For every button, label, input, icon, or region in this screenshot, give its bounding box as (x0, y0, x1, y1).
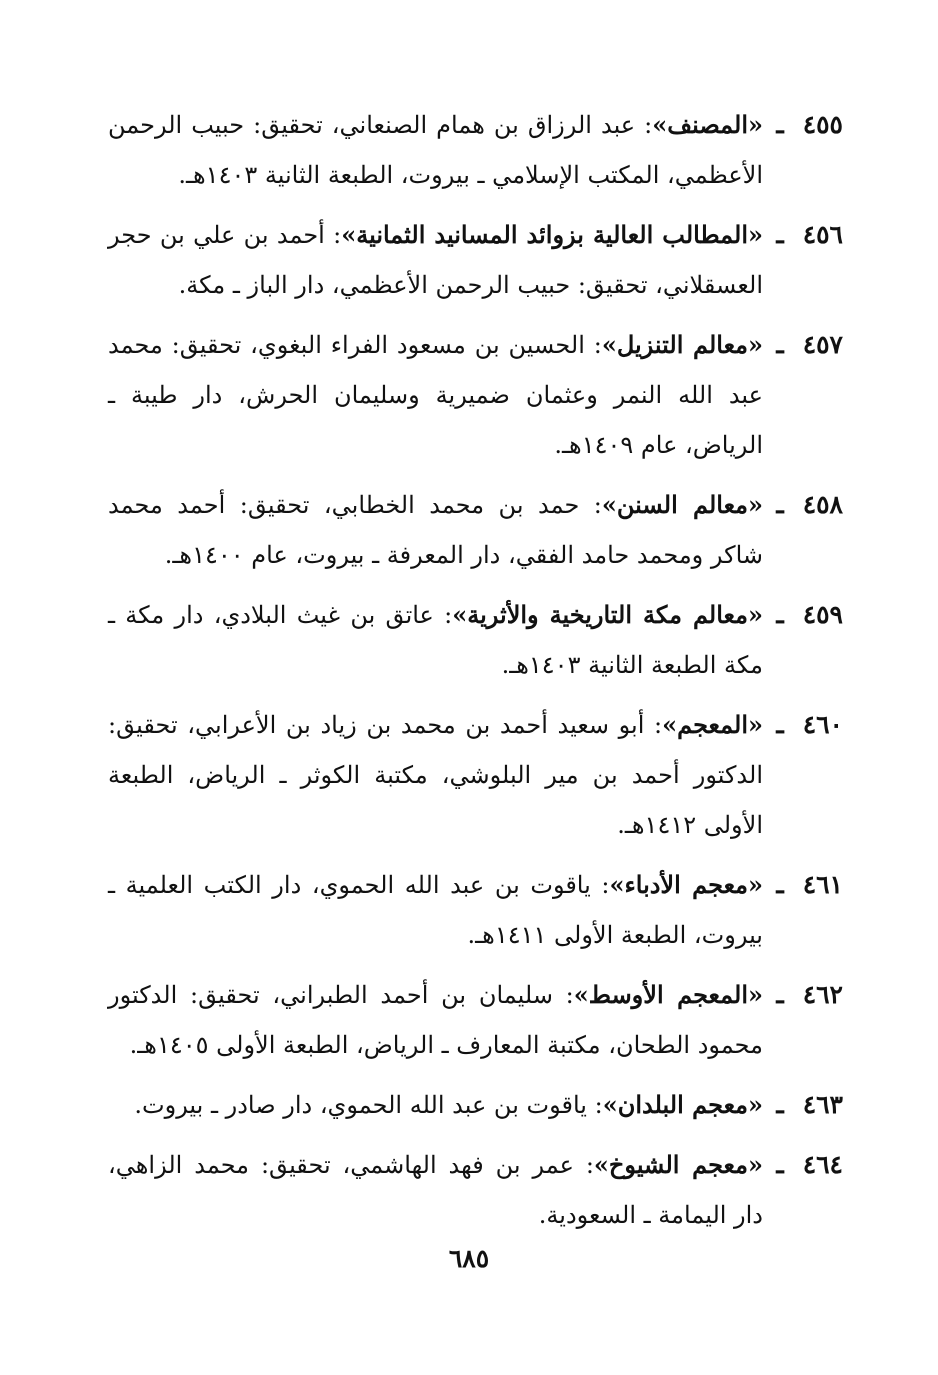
entry-number: ٤٦٣ (802, 1090, 843, 1119)
entry-number: ٤٥٩ (802, 600, 843, 629)
entry-number: ٤٦٤ (802, 1150, 843, 1179)
entry-details: : حمد بن محمد الخطابي، تحقيق: أحمد محمد شاكر ومحمد حامد الفقي، دار المعرفة ـ بيروت، عام ١٤٠٠هـ. (108, 491, 763, 569)
entry-text (108, 1080, 763, 1130)
entry-dash: ـ (776, 600, 784, 629)
entry-dash: ـ (776, 710, 784, 739)
entry-dash: ـ (776, 220, 784, 249)
bibliography-entry-464 (108, 1140, 843, 1240)
entry-details: : عبد الرزاق بن همام الصنعاني، تحقيق: حبيب الرحمن الأعظمي، المكتب الإسلامي ـ بيروت، الطبعة الثانية ١٤٠٣هـ. (108, 111, 763, 189)
entry-dash: ـ (776, 870, 784, 899)
entry-dash: ـ (776, 490, 784, 519)
entry-number: ٤٥٥ (802, 110, 843, 139)
entry-details: : ياقوت بن عبد الله الحموي، دار الكتب العلمية ـ بيروت، الطبعة الأولى ١٤١١هـ. (108, 871, 763, 949)
entry-text (108, 700, 763, 850)
entry-text (108, 1140, 763, 1240)
entry-dash: ـ (776, 980, 784, 1009)
entry-dash: ـ (776, 1150, 784, 1179)
entry-title: «معجم البلدان» (602, 1090, 763, 1119)
entry-dash: ـ (776, 330, 784, 359)
bibliography-entry-461 (108, 860, 843, 960)
entry-number: ٤٥٦ (802, 220, 843, 249)
bibliography-list (108, 100, 843, 1250)
bibliography-entry-457 (108, 320, 843, 470)
bibliography-entry-459 (108, 590, 843, 690)
entry-number: ٤٦٢ (802, 980, 843, 1009)
entry-title: «معالم السنن» (601, 490, 763, 519)
entry-text (108, 210, 763, 310)
entry-text (108, 590, 763, 690)
entry-dash: ـ (776, 110, 784, 139)
entry-title: «المعجم الأوسط» (573, 980, 763, 1009)
entry-details: : سليمان بن أحمد الطبراني، تحقيق: الدكتور محمود الطحان، مكتبة المعارف ـ الرياض، الطبعة الأولى ١٤٠٥هـ. (108, 981, 763, 1059)
entry-text (108, 100, 763, 200)
entry-title: «المطالب العالية بزوائد المسانيد الثمانية» (341, 220, 764, 249)
entry-details: : عمر بن فهد الهاشمي، تحقيق: محمد الزاهي، دار اليمامة ـ السعودية. (108, 1151, 763, 1229)
bibliography-entry-460 (108, 700, 843, 850)
entry-number: ٤٥٨ (802, 490, 843, 519)
entry-number: ٤٦٠ (802, 710, 843, 739)
entry-title: «معجم الأدباء» (609, 870, 763, 899)
entry-details: : أحمد بن علي بن حجر العسقلاني، تحقيق: حبيب الرحمن الأعظمي، دار الباز ـ مكة. (108, 221, 763, 299)
entry-title: «المعجم» (662, 710, 763, 739)
entry-title: «معالم مكة التاريخية والأثرية» (452, 600, 763, 629)
entry-title: «المصنف» (652, 110, 763, 139)
entry-text (108, 860, 763, 960)
bibliography-entry-458 (108, 480, 843, 580)
entry-details: : الحسين بن مسعود الفراء البغوي، تحقيق: محمد عبد الله النمر وعثمان ضميرية وسليمان الحرش، دار طيبة ـ الرياض، عام ١٤٠٩هـ. (108, 331, 763, 459)
entry-text (108, 480, 763, 580)
entry-number: ٤٦١ (802, 870, 843, 899)
bibliography-entry-462 (108, 970, 843, 1070)
entry-number: ٤٥٧ (802, 330, 843, 359)
entry-details: : ياقوت بن عبد الله الحموي، دار صادر ـ بيروت. (134, 1091, 603, 1119)
entry-details: : عاتق بن غيث البلادي، دار مكة ـ مكة الطبعة الثانية ١٤٠٣هـ. (108, 601, 763, 679)
entry-title: «معالم التنزيل» (601, 330, 763, 359)
bibliography-entry-463 (108, 1080, 843, 1130)
bibliography-entry-456 (108, 210, 843, 310)
entry-text (108, 970, 763, 1070)
entry-title: «معجم الشيوخ» (593, 1150, 763, 1179)
entry-details: : أبو سعيد أحمد بن محمد بن زياد بن الأعرابي، تحقيق: الدكتور أحمد بن مير البلوشي، مكتبة الكوثر ـ الرياض، الطبعة الأولى ١٤١٢هـ. (108, 711, 763, 839)
bibliography-entry-455 (108, 100, 843, 200)
page-number: ٦٨٥ (448, 1244, 490, 1273)
entry-text (108, 320, 763, 470)
entry-dash: ـ (776, 1090, 784, 1119)
